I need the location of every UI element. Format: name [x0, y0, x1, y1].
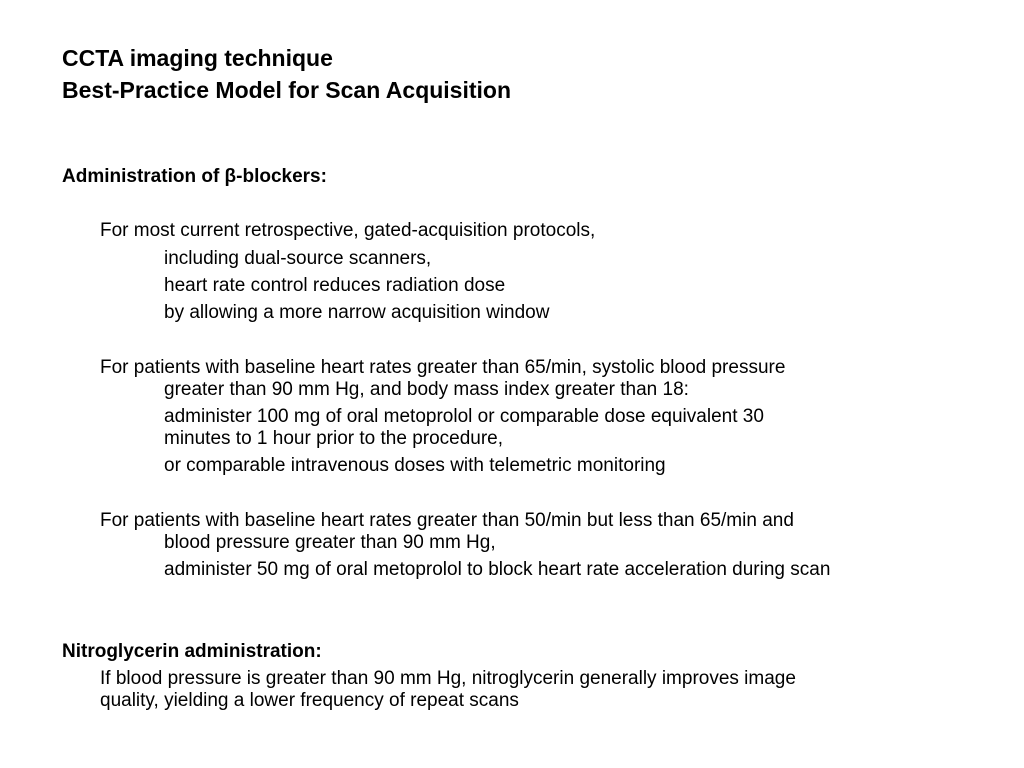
nitro-line-1: If blood pressure is greater than 90 mm Hg, nitroglycerin generally improves image [100, 668, 796, 689]
group2-intro-line-2: greater than 90 mm Hg, and body mass index greater than 18: [164, 379, 689, 400]
group2-item-2: or comparable intravenous doses with telemetric monitoring [164, 455, 666, 476]
group3-intro-line-2: blood pressure greater than 90 mm Hg, [164, 532, 496, 553]
beta-blockers-heading: Administration of β-blockers: [62, 166, 327, 187]
group2-item-1-line-2: minutes to 1 hour prior to the procedure, [164, 428, 504, 449]
group1-item-1: including dual-source scanners, [164, 248, 432, 269]
title-line-1: CCTA imaging technique [62, 45, 333, 71]
group1-item-3: by allowing a more narrow acquisition window [164, 302, 550, 323]
group2-intro-line-1: For patients with baseline heart rates greater than 65/min, systolic blood pressure [100, 357, 786, 378]
group1-intro: For most current retrospective, gated-acquisition protocols, [100, 220, 596, 241]
group3-intro-line-1: For patients with baseline heart rates greater than 50/min but less than 65/min and [100, 510, 794, 531]
group3-item-1: administer 50 mg of oral metoprolol to block heart rate acceleration during scan [164, 559, 831, 580]
group1-item-2: heart rate control reduces radiation dose [164, 275, 506, 296]
group2-item-1-line-1: administer 100 mg of oral metoprolol or comparable dose equivalent 30 [164, 406, 764, 427]
nitro-line-2: quality, yielding a lower frequency of repeat scans [100, 690, 519, 711]
title-line-2: Best-Practice Model for Scan Acquisition [62, 77, 512, 103]
slide-title [62, 42, 511, 106]
nitroglycerin-heading: Nitroglycerin administration: [62, 641, 322, 662]
